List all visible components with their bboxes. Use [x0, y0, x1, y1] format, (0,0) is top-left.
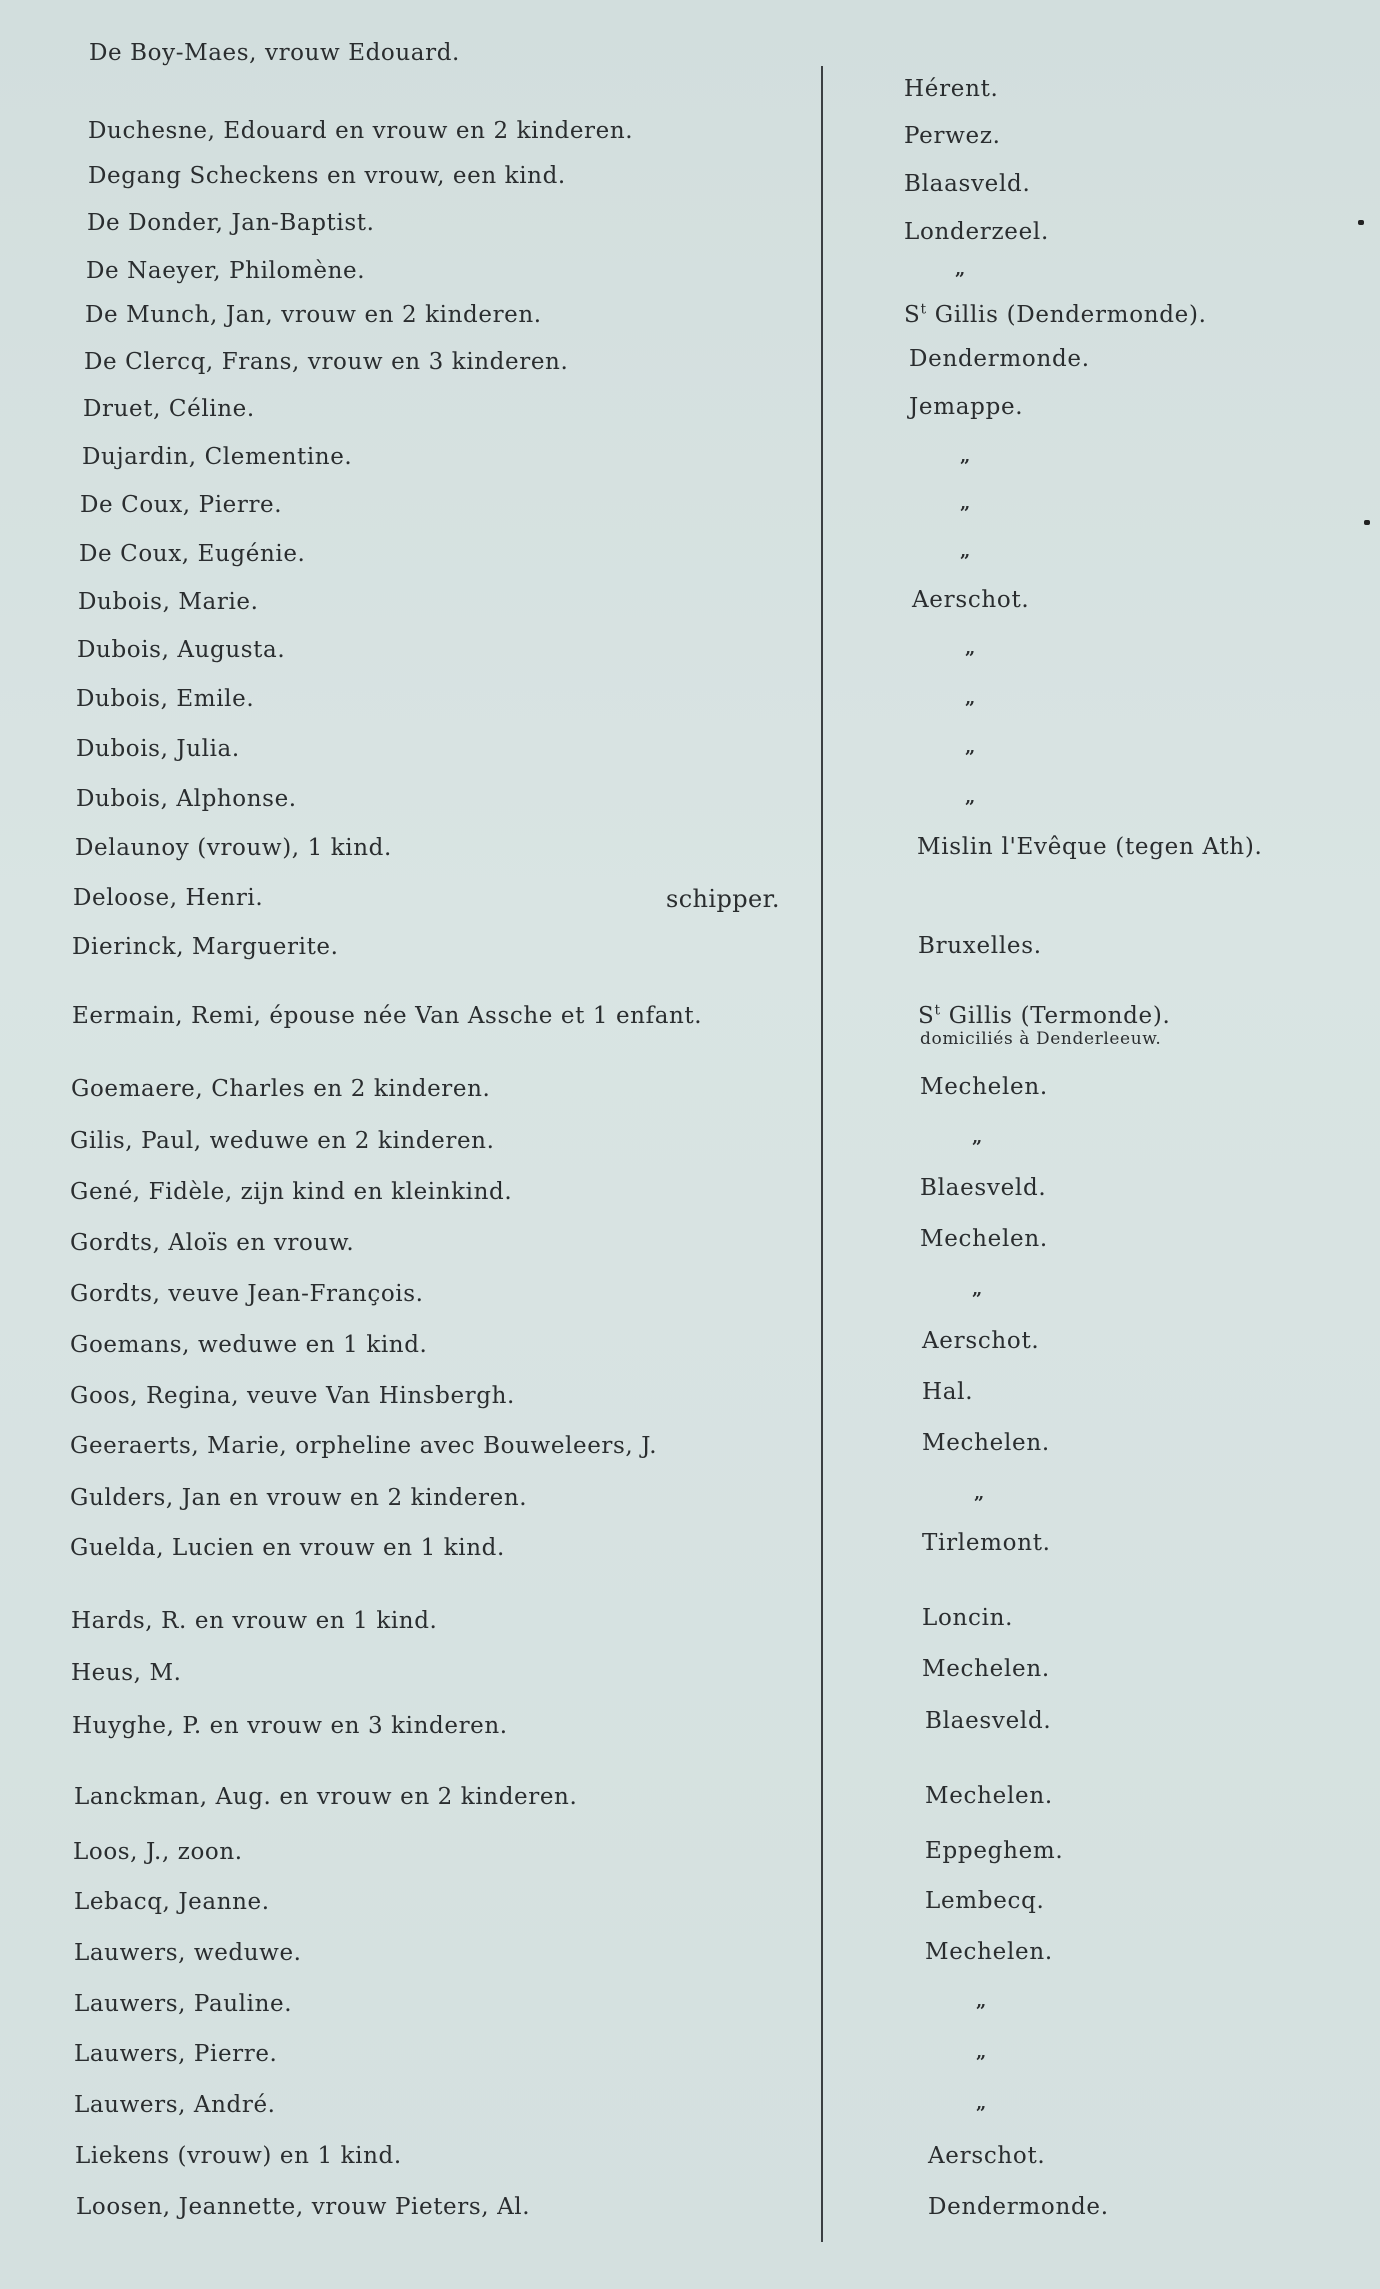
- place-prefix-superscript: t: [934, 1002, 941, 1019]
- ditto-mark: [960, 446, 971, 467]
- place-text: Dendermonde.: [928, 2194, 1109, 2220]
- place-of-origin: [909, 346, 1090, 372]
- place-of-origin: [920, 1226, 1048, 1252]
- list-item: [0, 885, 1380, 919]
- person-name: Huyghe, P. en vrouw en 3 kinderen.: [72, 1713, 508, 1739]
- list-item: [0, 1656, 1380, 1694]
- list-item: [0, 736, 1380, 770]
- list-item: [0, 2092, 1380, 2126]
- place-of-origin: [922, 1605, 1013, 1631]
- place-text: Mechelen.: [920, 1074, 1048, 1100]
- place-of-origin: [909, 394, 1023, 420]
- person-name: Goemans, weduwe en 1 kind.: [70, 1332, 428, 1358]
- ditto-mark: [976, 2042, 987, 2063]
- person-name: Gulders, Jan en vrouw en 2 kinderen.: [70, 1485, 528, 1511]
- list-item: [0, 492, 1380, 526]
- person-name: Dubois, Emile.: [76, 686, 255, 712]
- place-of-origin: [925, 1783, 1053, 1809]
- place-text: Blaesveld.: [925, 1708, 1052, 1734]
- person-name: De Munch, Jan, vrouw en 2 kinderen.: [85, 302, 542, 328]
- place-text: Bruxelles.: [918, 933, 1042, 959]
- person-name: Druet, Céline.: [83, 396, 255, 422]
- ditto-mark: [965, 688, 976, 709]
- occupation-note: schipper.: [666, 885, 780, 913]
- list-item: [0, 2041, 1380, 2075]
- place-text: Blaasveld.: [904, 171, 1031, 197]
- ditto-mark: [955, 259, 966, 280]
- person-name: De Clercq, Frans, vrouw en 3 kinderen.: [84, 349, 569, 375]
- place-text: Jemappe.: [909, 394, 1024, 420]
- person-name: Goos, Regina, veuve Van Hinsbergh.: [70, 1383, 515, 1409]
- place-of-origin: [904, 123, 1001, 149]
- person-name: Loos, J., zoon.: [73, 1839, 243, 1865]
- list-item: [0, 589, 1380, 623]
- person-name: Dubois, Augusta.: [77, 637, 286, 663]
- place-of-origin: [904, 171, 1030, 197]
- list-item: [0, 1605, 1380, 1642]
- person-name: Gordts, veuve Jean-François.: [70, 1281, 424, 1307]
- ditto-mark: [965, 737, 976, 758]
- person-name: Lanckman, Aug. en vrouw en 2 kinderen.: [74, 1784, 578, 1810]
- person-name: De Donder, Jan-Baptist.: [87, 210, 375, 236]
- place-of-origin: [925, 1888, 1045, 1914]
- ditto-mark: [965, 787, 976, 808]
- ditto-mark: [960, 541, 971, 562]
- place-text: „: [974, 1483, 986, 1504]
- person-name: Guelda, Lucien en vrouw en 1 kind.: [70, 1535, 505, 1561]
- list-item: [0, 1379, 1380, 1417]
- place-of-origin: [918, 933, 1042, 959]
- place-text: Eppeghem.: [925, 1838, 1064, 1864]
- place-prefix-superscript: t: [920, 301, 927, 318]
- place-text: Hal.: [922, 1379, 974, 1405]
- place-text: „: [976, 2042, 988, 2063]
- list-item: [0, 934, 1380, 968]
- list-item: [0, 163, 1380, 197]
- place-of-origin: [925, 1838, 1063, 1864]
- list-item: [0, 210, 1380, 244]
- place-text: Dendermonde.: [909, 346, 1090, 372]
- place-subnote: domiciliés à Denderleeuw.: [920, 1029, 1162, 1049]
- person-name: Delaunoy (vrouw), 1 kind.: [75, 835, 392, 861]
- person-name: Lauwers, Pauline.: [74, 1991, 293, 2017]
- place-of-origin: [904, 219, 1049, 245]
- person-name: Gilis, Paul, weduwe en 2 kinderen.: [70, 1128, 495, 1154]
- place-text: Mechelen.: [925, 1783, 1053, 1809]
- place-of-origin: [918, 1003, 1171, 1029]
- ditto-mark: [976, 1991, 987, 2012]
- place-of-origin: [928, 2143, 1045, 2169]
- place-text: Blaesveld.: [920, 1175, 1047, 1201]
- list-item: [0, 1530, 1380, 1569]
- ditto-mark: [965, 638, 976, 659]
- place-text: „: [965, 787, 977, 808]
- place-text: Aerschot.: [922, 1328, 1040, 1354]
- place-text: „: [960, 541, 972, 562]
- place-of-origin: [904, 76, 999, 102]
- person-name: Heus, M.: [71, 1660, 182, 1686]
- list-item: [0, 1002, 1380, 1049]
- list-item: [0, 2194, 1380, 2228]
- list-item: [0, 786, 1380, 820]
- person-name: Dubois, Marie.: [78, 589, 259, 615]
- list-item: [0, 1076, 1380, 1110]
- person-name: Dubois, Alphonse.: [76, 786, 297, 812]
- ditto-mark: [960, 493, 971, 514]
- place-of-origin: [920, 1074, 1048, 1100]
- place-text: Londerzeel.: [904, 219, 1049, 245]
- place-text: „: [960, 446, 972, 467]
- person-name: Geeraerts, Marie, orpheline avec Bouweleers, J.: [70, 1433, 658, 1459]
- ditto-mark: [972, 1279, 983, 1300]
- list-item: [0, 40, 1380, 102]
- person-name: Dierinck, Marguerite.: [72, 934, 339, 960]
- place-text: Loncin.: [922, 1605, 1014, 1631]
- list-item: [0, 1281, 1380, 1315]
- person-name: Dubois, Julia.: [76, 736, 240, 762]
- list-item: [0, 637, 1380, 671]
- place-text: Hérent.: [904, 76, 999, 102]
- place-prefix: S: [904, 302, 921, 328]
- place-of-origin: [912, 587, 1029, 613]
- list-item: [0, 1839, 1380, 1873]
- list-item: [0, 444, 1380, 478]
- place-text: Tirlemont.: [922, 1530, 1051, 1556]
- place-prefix: S: [918, 1003, 935, 1029]
- list-item: [0, 1430, 1380, 1467]
- place-of-origin: [920, 1175, 1046, 1201]
- place-text: Mislin l'Evêque (tegen Ath).: [917, 834, 1263, 860]
- person-name: De Coux, Eugénie.: [79, 541, 306, 567]
- place-text: „: [972, 1279, 984, 1300]
- person-name: Eermain, Remi, épouse née Van Assche et 1 enfant.: [72, 1003, 703, 1029]
- ditto-mark: [976, 2093, 987, 2114]
- place-of-origin: [904, 302, 1207, 328]
- person-name: Lebacq, Jeanne.: [74, 1889, 270, 1915]
- list-item: [0, 686, 1380, 720]
- place-text: Mechelen.: [925, 1939, 1053, 1965]
- place-text: Gillis (Termonde).: [940, 1003, 1171, 1029]
- person-name: Lauwers, weduwe.: [74, 1940, 302, 1966]
- place-of-origin: [928, 2194, 1109, 2220]
- place-text: „: [976, 2093, 988, 2114]
- place-of-origin: [925, 1708, 1051, 1734]
- person-name: Duchesne, Edouard en vrouw en 2 kinderen.: [88, 118, 634, 144]
- list-item: [0, 1784, 1380, 1818]
- place-of-origin: [917, 834, 1263, 860]
- list-item: [0, 835, 1380, 869]
- person-name: De Coux, Pierre.: [80, 492, 283, 518]
- place-text: „: [965, 638, 977, 659]
- place-text: „: [972, 1127, 984, 1148]
- person-name: Lauwers, Pierre.: [74, 2041, 278, 2067]
- person-name: De Boy-Maes, vrouw Edouard.: [89, 40, 460, 66]
- place-text: Perwez.: [904, 123, 1001, 149]
- place-text: „: [965, 688, 977, 709]
- ditto-mark: [974, 1483, 985, 1504]
- place-of-origin: [922, 1430, 1050, 1456]
- place-text: Aerschot.: [928, 2143, 1046, 2169]
- person-name: De Naeyer, Philomène.: [86, 258, 366, 284]
- list-item: [0, 1328, 1380, 1366]
- place-of-origin: [922, 1328, 1039, 1354]
- place-text: Mechelen.: [920, 1226, 1048, 1252]
- place-text: „: [955, 259, 967, 280]
- list-item: [0, 541, 1380, 575]
- person-name: Gené, Fidèle, zijn kind en kleinkind.: [70, 1179, 513, 1205]
- place-text: „: [965, 737, 977, 758]
- person-name: Lauwers, André.: [74, 2092, 276, 2118]
- place-text: „: [960, 493, 972, 514]
- place-of-origin: [922, 1656, 1050, 1682]
- list-item: [0, 2143, 1380, 2177]
- ditto-mark: [972, 1127, 983, 1148]
- list-item: [0, 396, 1380, 430]
- place-text: Mechelen.: [922, 1656, 1050, 1682]
- list-item: [0, 1708, 1380, 1747]
- place-text: Aerschot.: [912, 587, 1030, 613]
- list-item: [0, 1991, 1380, 2025]
- person-name: Loosen, Jeannette, vrouw Pieters, Al.: [76, 2194, 531, 2220]
- person-name: Liekens (vrouw) en 1 kind.: [75, 2143, 402, 2169]
- list-item: [0, 1485, 1380, 1519]
- list-item: [0, 1226, 1380, 1264]
- place-of-origin: [922, 1379, 973, 1405]
- list-item: [0, 258, 1380, 292]
- person-name: Goemaere, Charles en 2 kinderen.: [71, 1076, 491, 1102]
- list-item: [0, 1940, 1380, 1974]
- list-item: [0, 1175, 1380, 1213]
- list-item: [0, 346, 1380, 383]
- person-name: Degang Scheckens en vrouw, een kind.: [88, 163, 566, 189]
- place-of-origin: [925, 1939, 1053, 1965]
- place-text: Gillis (Dendermonde).: [926, 302, 1207, 328]
- list-item: [0, 1128, 1380, 1162]
- person-name: Gordts, Aloïs en vrouw.: [70, 1230, 355, 1256]
- person-name: Deloose, Henri.: [73, 885, 264, 911]
- place-text: „: [976, 1991, 988, 2012]
- place-text: Mechelen.: [922, 1430, 1050, 1456]
- list-item: [0, 302, 1380, 336]
- place-text: Lembecq.: [925, 1888, 1045, 1914]
- person-name: Dujardin, Clementine.: [82, 444, 353, 470]
- person-name: Hards, R. en vrouw en 1 kind.: [71, 1608, 438, 1634]
- list-item: [0, 1889, 1380, 1923]
- place-of-origin: [922, 1530, 1051, 1556]
- list-item: [0, 118, 1380, 152]
